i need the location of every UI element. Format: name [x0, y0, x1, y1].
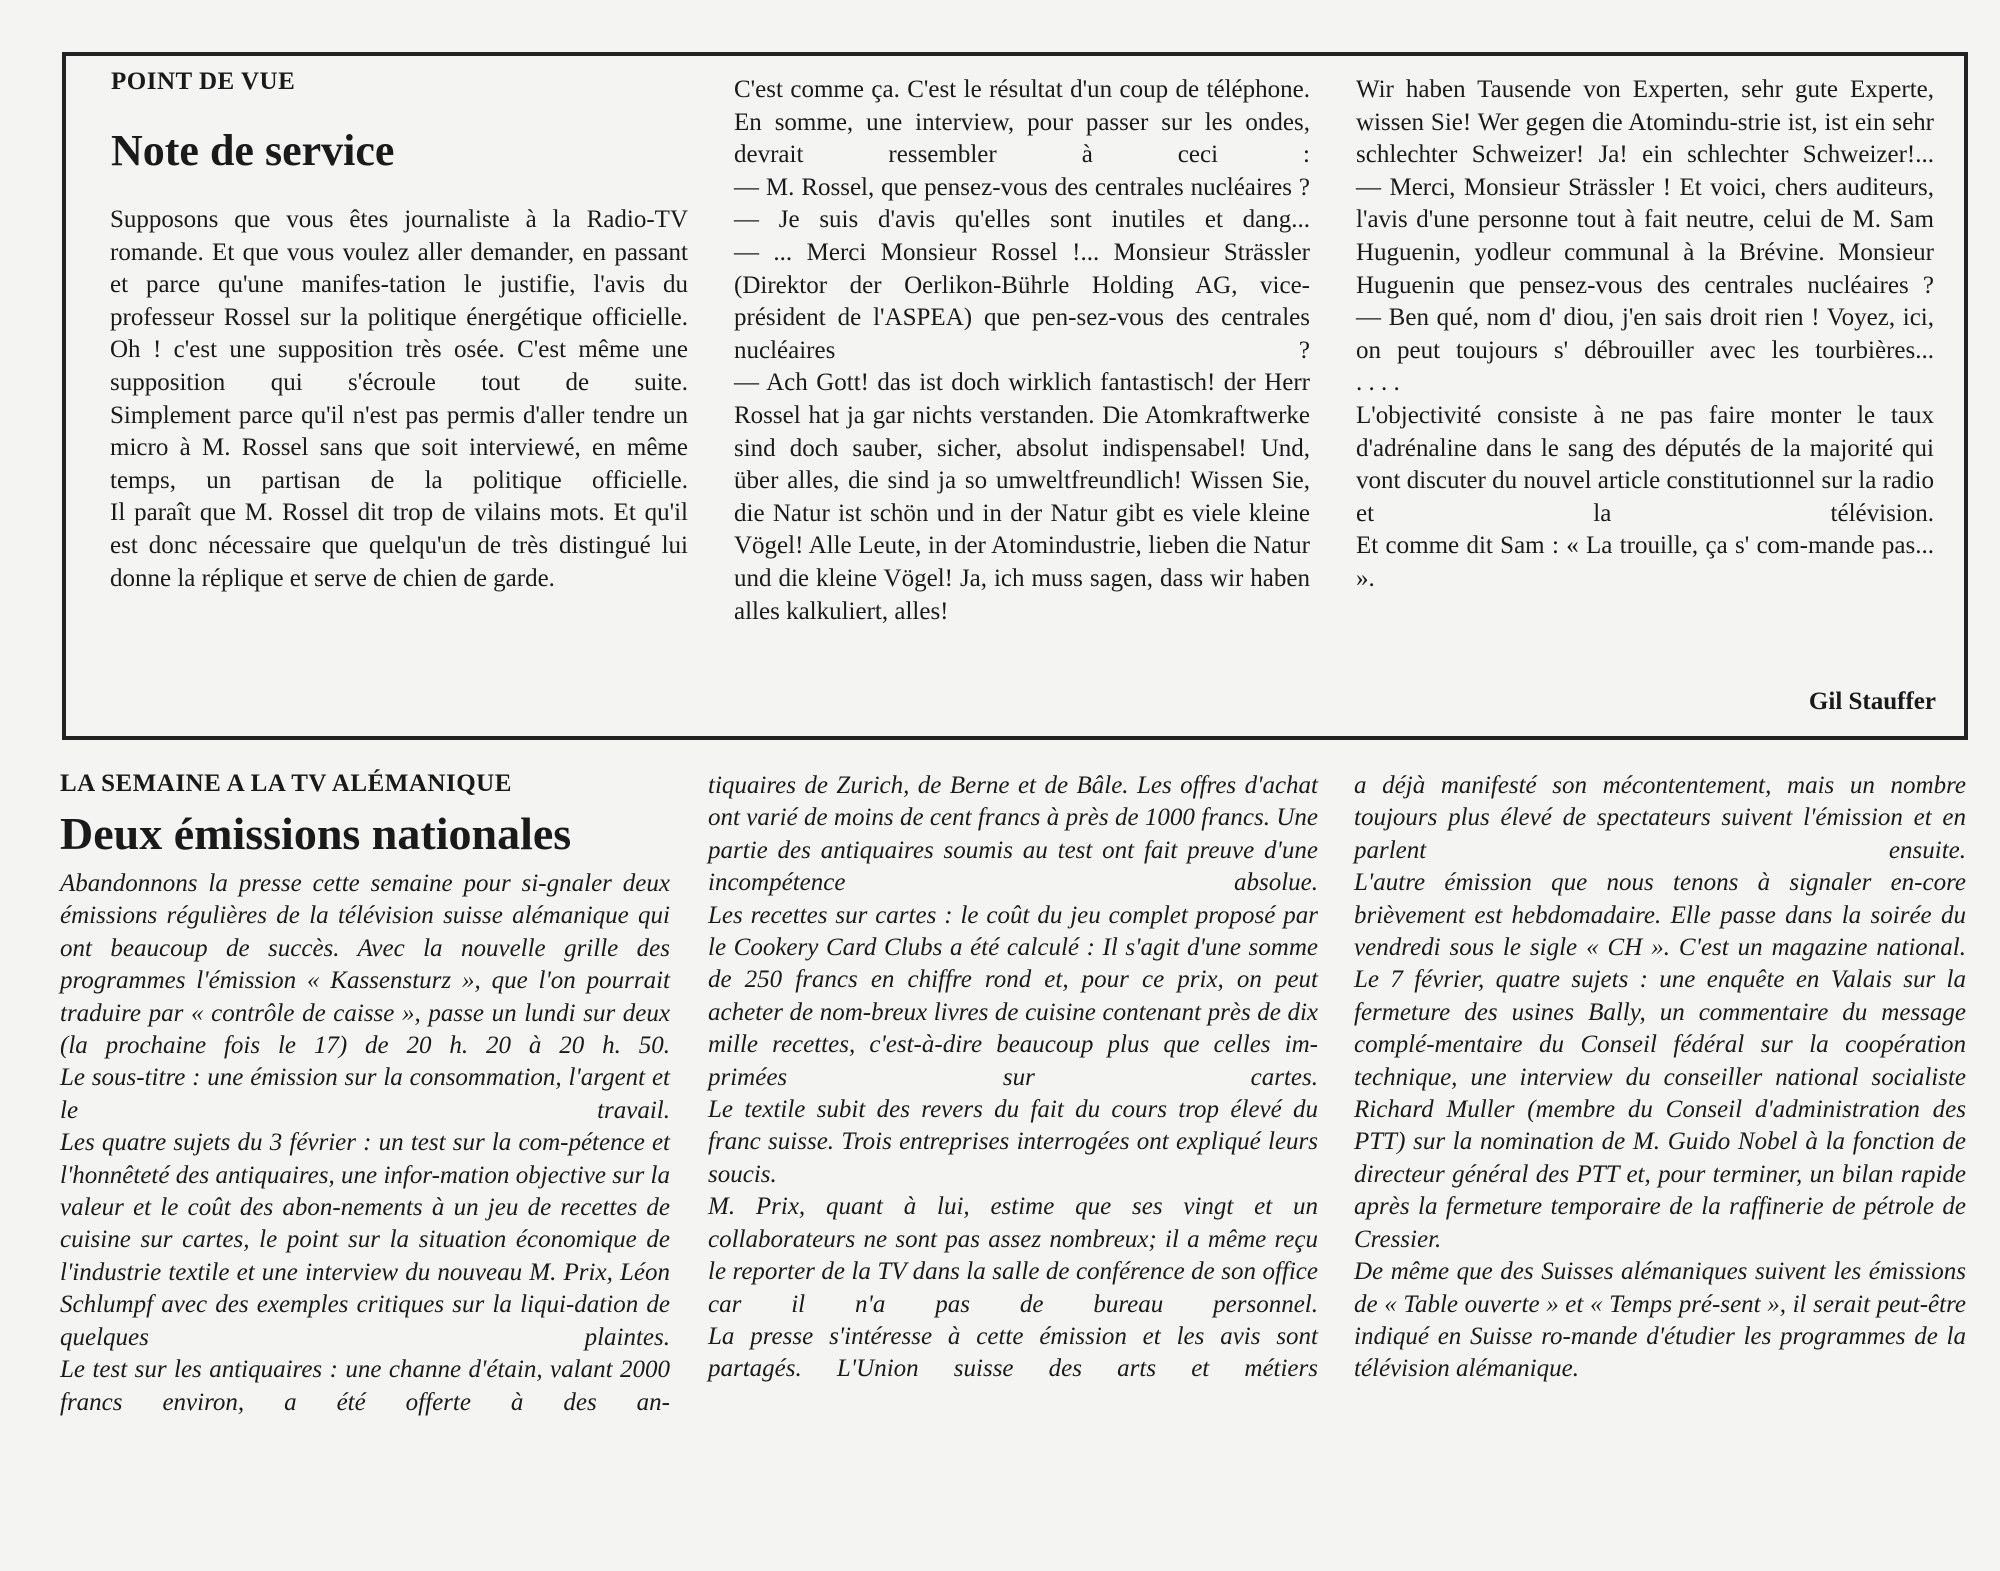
paragraph: Supposons que vous êtes journaliste à la Radio-TV romande. Et que vous voulez aller demander, en passant et parce qu'une manifes-tation le justifie, l'avis du professeur Rossel sur la politique énergétique officielle. — [110, 206, 688, 331]
article-2-column-1 — [60, 868, 670, 1419]
article-2-column-2 — [708, 770, 1318, 1386]
article-title-2: Deux émissions nationales — [60, 808, 572, 859]
author-signature: Gil Stauffer — [1808, 688, 1936, 715]
paragraph: L'autre émission que nous tenons à signaler en-core brièvement est hebdomadaire. Elle passe dans la soirée du vendredi sous le sigle « CH ». C'est un magazine national. Le 7 février, quatre sujets : une enquête en Valais sur la fermeture des usines Bally, un commentaire du message complé-mentaire du Conseil fédéral sur la coopération technique, une interview du conseiller national socialiste Richard Muller (membre du Conseil d'administration des PTT) sur la nomination de M. Guido Nobel à la fonction de directeur général des PTT et, pour terminer, un bilan rapide après la fermeture temporaire de la raffinerie de pétrole de Cressier. — [1354, 869, 1966, 1253]
article-title: Note de service — [111, 126, 395, 175]
article-column-3 — [1356, 74, 1934, 596]
paragraph: Wir haben Tausende von Experten, sehr gute Experte, wissen Sie! Wer gegen die Atomindu-strie ist, ist ein sehr schlechter Schweizer! Ja! ein schlechter Schweizer!... — [1356, 76, 1934, 169]
article-2-column-3 — [1354, 770, 1966, 1386]
paragraph: La presse s'intéresse à cette émission et les avis sont partagés. L'Union suisse des arts et métiers — [708, 1322, 1318, 1383]
paragraph: Et comme dit Sam : « La trouille, ça s' com-mande pas... ». — [1356, 532, 1934, 592]
paragraph: L'objectivité consiste à ne pas faire monter le taux d'adrénaline dans le sang des députés de la majorité qui vont discuter du nouvel article constitutionnel sur la radio et la télévision. — [1356, 401, 1934, 527]
paragraph: De même que des Suisses alémaniques suivent les émissions de « Table ouverte » et « Temps pré-sent », il serait peut-être indiqué en Suisse ro-mande d'étudier les programmes de la télévision alémanique. — [1354, 1258, 1966, 1383]
paragraph: — Merci, Monsieur Strässler ! Et voici, chers auditeurs, l'avis d'une personne tout à fait neutre, celui de M. Sam Huguenin, yodleur communal à la Brévine. Monsieur Huguenin que pensez-vous des centrales nucléaires ? — [1356, 173, 1934, 299]
paragraph: — M. Rossel, que pensez-vous des centrales nucléaires ? — [734, 173, 1310, 201]
paragraph: M. Prix, quant à lui, estime que ses vingt et un collaborateurs ne sont pas assez nombreux; il a même reçu le reporter de la TV dans la salle de conférence de son office car il n'a pas de bureau personnel. — [708, 1193, 1318, 1318]
paragraph: Oh ! c'est une supposition très osée. C'est même une supposition qui s'écroule tout de suite. — [110, 336, 688, 396]
paragraph: Le test sur les antiquaires : une channe d'étain, valant 2000 francs environ, a été offerte à des an- — [60, 1356, 670, 1416]
section-kicker: POINT DE VUE — [111, 68, 296, 95]
paragraph: Le sous-titre : une émission sur la consommation, l'argent et le travail. — [60, 1064, 670, 1124]
paragraph: Les quatre sujets du 3 février : un test sur la com-pétence et l'honnêteté des antiquaires, une infor-mation objective sur la valeur et le coût des abon-nements à un jeu de recettes de cuisine sur cartes, le point sur la situation économique de l'industrie textile et une interview du nouveau M. Prix, Léon Schlumpf avec des exemples critiques sur la liqui-dation de quelques plaintes. — [60, 1129, 670, 1351]
point-de-vue-box — [62, 52, 1968, 740]
paragraph: Abandonnons la presse cette semaine pour si-gnaler deux émissions régulières de la télévision suisse alémanique qui ont beaucoup de succès. Avec la nouvelle grille des programmes l'émission « Kassensturz », que l'on pourrait traduire par « contrôle de caisse », passe un lundi sur deux (la prochaine fois le 17) de 20 h. 20 à 20 h. 50. — [60, 870, 670, 1060]
paragraph: Les recettes sur cartes : le coût du jeu complet proposé par le Cookery Card Clubs a été calculé : Il s'agit d'une somme de 250 francs en chiffre rond et, pour ce prix, on peut acheter de nom-breux livres de cuisine contenant près de dix mille recettes, c'est-à-dire beaucoup plus que celles im-primées sur cartes. — [708, 901, 1318, 1091]
paragraph: — ... Merci Monsieur Rossel !... Monsieur Strässler (Direktor der Oerlikon-Bührle Holding AG, vice-président de l'ASPEA) que pen-sez-vous des centrales nucléaires ? — [734, 238, 1310, 364]
section-kicker-2: LA SEMAINE A LA TV ALÉMANIQUE — [60, 770, 512, 797]
paragraph: tiquaires de Zurich, de Berne et de Bâle. Les offres d'achat ont varié de moins de cent francs à près de 1000 francs. Une partie des antiquaires soumis au test ont fait preuve d'une incompétence absolue. — [708, 772, 1318, 897]
article-column-1 — [110, 204, 688, 595]
paragraph: Il paraît que M. Rossel dit trop de vilains mots. Et qu'il est donc nécessaire que quelqu'un de très distingué lui donne la réplique et serve de chien de garde. — [110, 499, 688, 592]
article-column-2 — [734, 74, 1310, 628]
ellipsis-separator: . . . . — [1356, 369, 1400, 397]
paragraph: En somme, une interview, pour passer sur les ondes, devrait ressembler à ceci : — [734, 108, 1310, 169]
paragraph: C'est comme ça. C'est le résultat d'un coup de téléphone. — [734, 76, 1310, 103]
paragraph: — Ach Gott! das ist doch wirklich fantastisch! der Herr Rossel hat ja gar nichts verstanden. Die Atomkraftwerke sind doch sauber, sicher, absolut indispensabel! Und, über alles, die sind ja so umweltfreundlich! Wissen Sie, die Natur ist schön und in der Natur gibt es viele kleine Vögel! Alle Leute, in der Atomindustrie, lieben die Natur und die kleine Vögel! Ja, ich muss sagen, dass wir haben alles kalkuliert, alles! — [734, 369, 1310, 625]
paragraph: Le textile subit des revers du fait du cours trop élevé du franc suisse. Trois entreprises interrogées ont expliqué leurs soucis. — [708, 1096, 1318, 1188]
paragraph: Simplement parce qu'il n'est pas permis d'aller tendre un micro à M. Rossel sans que soit interviewé, en même temps, un partisan de la politique officielle. — [110, 401, 688, 494]
paragraph: — Ben qué, nom d' diou, j'en sais droit rien ! Voyez, ici, on peut toujours s' débrouiller avec les tourbières... — [1356, 304, 1934, 364]
paragraph: a déjà manifesté son mécontentement, mais un nombre toujours plus élevé de spectateurs suivent l'émission et en parlent ensuite. — [1354, 772, 1966, 864]
paragraph: — Je suis d'avis qu'elles sont inutiles et dang... — [734, 206, 1310, 234]
